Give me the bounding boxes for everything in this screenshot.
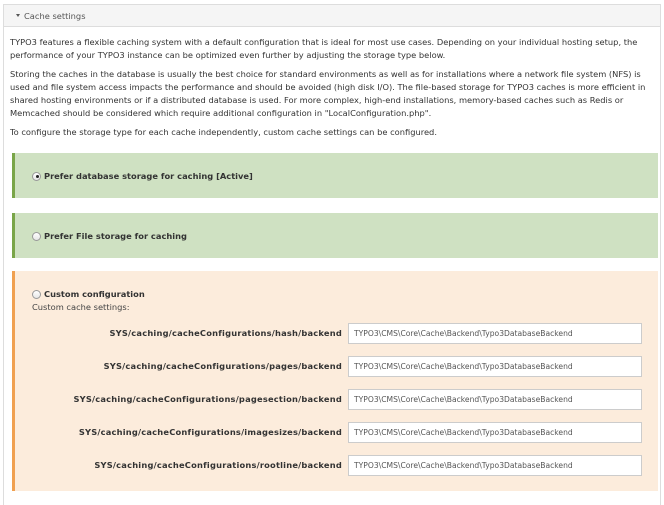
- radio-file[interactable]: [32, 232, 41, 241]
- storage-paragraph: Storing the caches in the database is usually the best choice for standard environments as well as for installations where a network file system (NFS) is used and file system access impacts the performance and should be avoided (high disk I/O). The file-based storage for TYPO3 caches is more efficient in shared hosting environments or if a distributed database is used. For more complex, high-end installations, memory-based caches such as Redis or Memcached should be considered which require additional configuration in "LocalConfiguration.php".: [10, 69, 646, 118]
- cache-backend-input-pagesection[interactable]: [348, 389, 642, 410]
- cache-backend-input-imagesizes[interactable]: [348, 422, 642, 443]
- option-database[interactable]: [32, 171, 253, 181]
- option-database-label: Prefer database storage for caching [Active]: [44, 171, 253, 181]
- cache-key-label: SYS/caching/cacheConfigurations/pages/backend: [103, 361, 342, 371]
- cache-settings-heading[interactable]: [4, 5, 660, 27]
- option-custom-label: Custom configuration: [44, 289, 145, 299]
- cache-row-pages: [15, 356, 658, 378]
- intro-paragraph: TYPO3 features a flexible caching system with a default configuration that is ideal for most use cases. Depending on your individual hosting setup, the performance of your TYPO3 instance can be optimized even further by adjusting the storage type below.: [10, 37, 638, 60]
- radio-database[interactable]: [32, 172, 41, 181]
- option-file-callout[interactable]: [12, 213, 658, 258]
- cache-backend-input-rootline[interactable]: [348, 455, 642, 476]
- cache-key-label: SYS/caching/cacheConfigurations/rootline/backend: [94, 460, 342, 470]
- custom-cache-settings-label: Custom cache settings:: [32, 302, 130, 312]
- cache-key-label: SYS/caching/cacheConfigurations/pagesection/backend: [73, 394, 342, 404]
- option-database-callout[interactable]: [12, 153, 658, 198]
- cache-row-rootline: [15, 455, 658, 477]
- option-file-label: Prefer File storage for caching: [44, 231, 187, 241]
- cache-key-label: SYS/caching/cacheConfigurations/hash/backend: [109, 328, 342, 338]
- caret-down-icon: [16, 14, 20, 17]
- custom-paragraph: To configure the storage type for each cache independently, custom cache settings can be configured.: [10, 127, 437, 137]
- cache-row-imagesizes: [15, 422, 658, 444]
- radio-custom[interactable]: [32, 290, 41, 299]
- cache-backend-input-hash[interactable]: [348, 323, 642, 344]
- option-custom-callout: [12, 271, 658, 491]
- option-file[interactable]: [32, 231, 187, 241]
- panel-title: Cache settings: [24, 10, 86, 21]
- cache-backend-input-pages[interactable]: [348, 356, 642, 377]
- option-custom[interactable]: [32, 289, 145, 299]
- cache-row-hash: [15, 323, 658, 345]
- panel-body: [4, 27, 660, 139]
- cache-key-label: SYS/caching/cacheConfigurations/imagesizes/backend: [78, 427, 342, 437]
- cache-row-pagesection: [15, 389, 658, 411]
